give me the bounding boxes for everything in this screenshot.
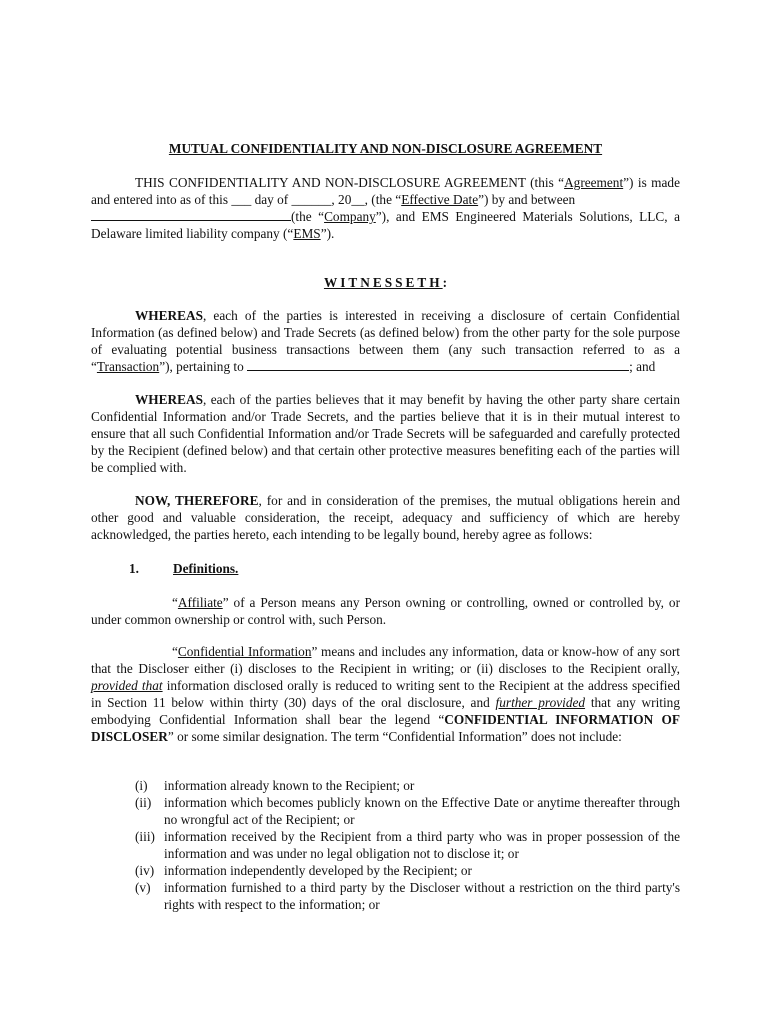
section-number: 1. <box>129 561 139 576</box>
whereas-text: ; and <box>629 359 656 374</box>
whereas-text: , each of the parties is interested in receiving a disclosure of certain Confidential Information (as defined below) and Trade Secrets (as defined below) from the other party for the sole purpose of evaluating potential business transactions between them (any such transaction referred to as a “ <box>91 308 680 374</box>
now-therefore-text: , for and in consideration of the premises, the mutual obligations herein and other good and valuable consideration, the receipt, adequacy and sufficiency of which are hereby acknowledged, the parties hereto, each intending to be legally bound, hereby agree as follows: <box>91 493 681 542</box>
confidential-text: ” means and includes any information, data or know-how of any sort that the Discloser either (i) discloses to the Recipient in writing; or (ii) discloses to the Recipient orally, <box>91 644 680 676</box>
whereas-lead: WHEREAS <box>135 392 203 407</box>
list-item-text: information which becomes publicly known on the Effective Date or anytime thereafter through no wrongful act of the Recipient; or <box>164 795 680 827</box>
list-marker: (i) <box>135 778 148 793</box>
affiliate-text: ” of a Person means any Person owning or controlling, owned or controlled by, or under common ownership or control with, such Person. <box>91 595 680 627</box>
whereas-lead: WHEREAS <box>135 308 203 323</box>
list-marker: (iv) <box>135 863 155 878</box>
provided-that-phrase: provided that <box>91 678 163 693</box>
list-item <box>135 794 680 828</box>
section-title: Definitions. <box>173 561 239 576</box>
witnesseth-heading <box>91 274 680 291</box>
defined-term-affiliate: Affiliate <box>177 595 223 610</box>
affiliate-definition <box>91 594 680 628</box>
list-item-text: information independently developed by the Recipient; or <box>164 863 472 878</box>
section-1-heading <box>129 560 238 577</box>
list-item-text: information received by the Recipient from a third party who was in proper possession of the information and was under no legal obligation not to disclose it; or <box>164 829 680 861</box>
transaction-subject-blank <box>247 358 629 371</box>
document-title: MUTUAL CONFIDENTIALITY AND NON-DISCLOSURE AGREEMENT <box>168 141 603 156</box>
list-item-text: information furnished to a third party by the Discloser without a restriction on the third party's rights with respect to the information; or <box>164 880 680 912</box>
confidential-information-definition <box>91 643 680 745</box>
list-marker: (ii) <box>135 795 152 810</box>
confidential-text: information disclosed orally is reduced to writing sent to the Recipient at the address specified in Section 11 below within thirty (30) days of the oral disclosure, and <box>91 678 680 710</box>
quote-mark: “ <box>172 595 178 610</box>
confidential-text: that any writing embodying Confidential Information shall bear the legend “ <box>91 695 680 727</box>
company-name-blank <box>91 208 291 221</box>
list-item <box>135 879 680 913</box>
list-item <box>135 777 680 794</box>
list-marker: (v) <box>135 880 151 895</box>
exclusions-list <box>135 777 680 913</box>
intro-paragraph <box>91 174 680 242</box>
intro-text: ”) by and between <box>478 192 576 207</box>
witnesseth-letters: WITNESSETH <box>323 275 443 290</box>
confidential-text: ” or some similar designation. The term “Confidential Information” does not include: <box>167 729 622 744</box>
defined-term-ems: EMS <box>293 226 321 241</box>
intro-text: (the “ <box>291 209 325 224</box>
list-marker: (iii) <box>135 829 155 844</box>
whereas-paragraph-1 <box>91 307 680 375</box>
intro-text: ”). <box>320 226 335 241</box>
document-page <box>91 0 680 1024</box>
defined-term-confidential-information: Confidential Information <box>177 644 312 659</box>
witnesseth-colon: : <box>442 275 448 290</box>
intro-text: THIS CONFIDENTIALITY AND NON-DISCLOSURE AGREEMENT (this “ <box>135 175 565 190</box>
list-item <box>135 828 680 862</box>
list-item <box>135 862 680 879</box>
defined-term-transaction: Transaction <box>96 359 160 374</box>
now-therefore-lead: NOW, THEREFORE <box>135 493 259 508</box>
defined-term-agreement: Agreement <box>564 175 624 190</box>
intro-text: ”), and EMS Engineered Materials Solutions, LLC, a Delaware limited liability company (“ <box>91 209 680 241</box>
defined-term-company: Company <box>324 209 376 224</box>
whereas-text: , each of the parties believes that it may benefit by having the other party share certain Confidential Information and/or Trade Secrets, and the parties believe that it is in their mutual interest to ensure that all such Confidential Information and/or Trade Secrets will be safeguarded and carefully protected by the Recipient (defined below) and that certain other protective measures benefiting each of the parties will be complied with. <box>91 392 680 475</box>
whereas-text: ”), pertaining to <box>159 359 248 374</box>
whereas-paragraph-2 <box>91 391 680 476</box>
confidential-legend: CONFIDENTIAL INFORMATION OF DISCLOSER <box>91 712 680 744</box>
further-provided-phrase: further provided <box>495 695 586 710</box>
quote-mark: “ <box>172 644 178 659</box>
list-item-text: information already known to the Recipient; or <box>164 778 415 793</box>
now-therefore-paragraph <box>91 492 680 543</box>
intro-text: ”) is made and entered into as of this ___ day of ______, 20__, (the “ <box>91 175 680 207</box>
defined-term-effective-date: Effective Date <box>401 192 479 207</box>
